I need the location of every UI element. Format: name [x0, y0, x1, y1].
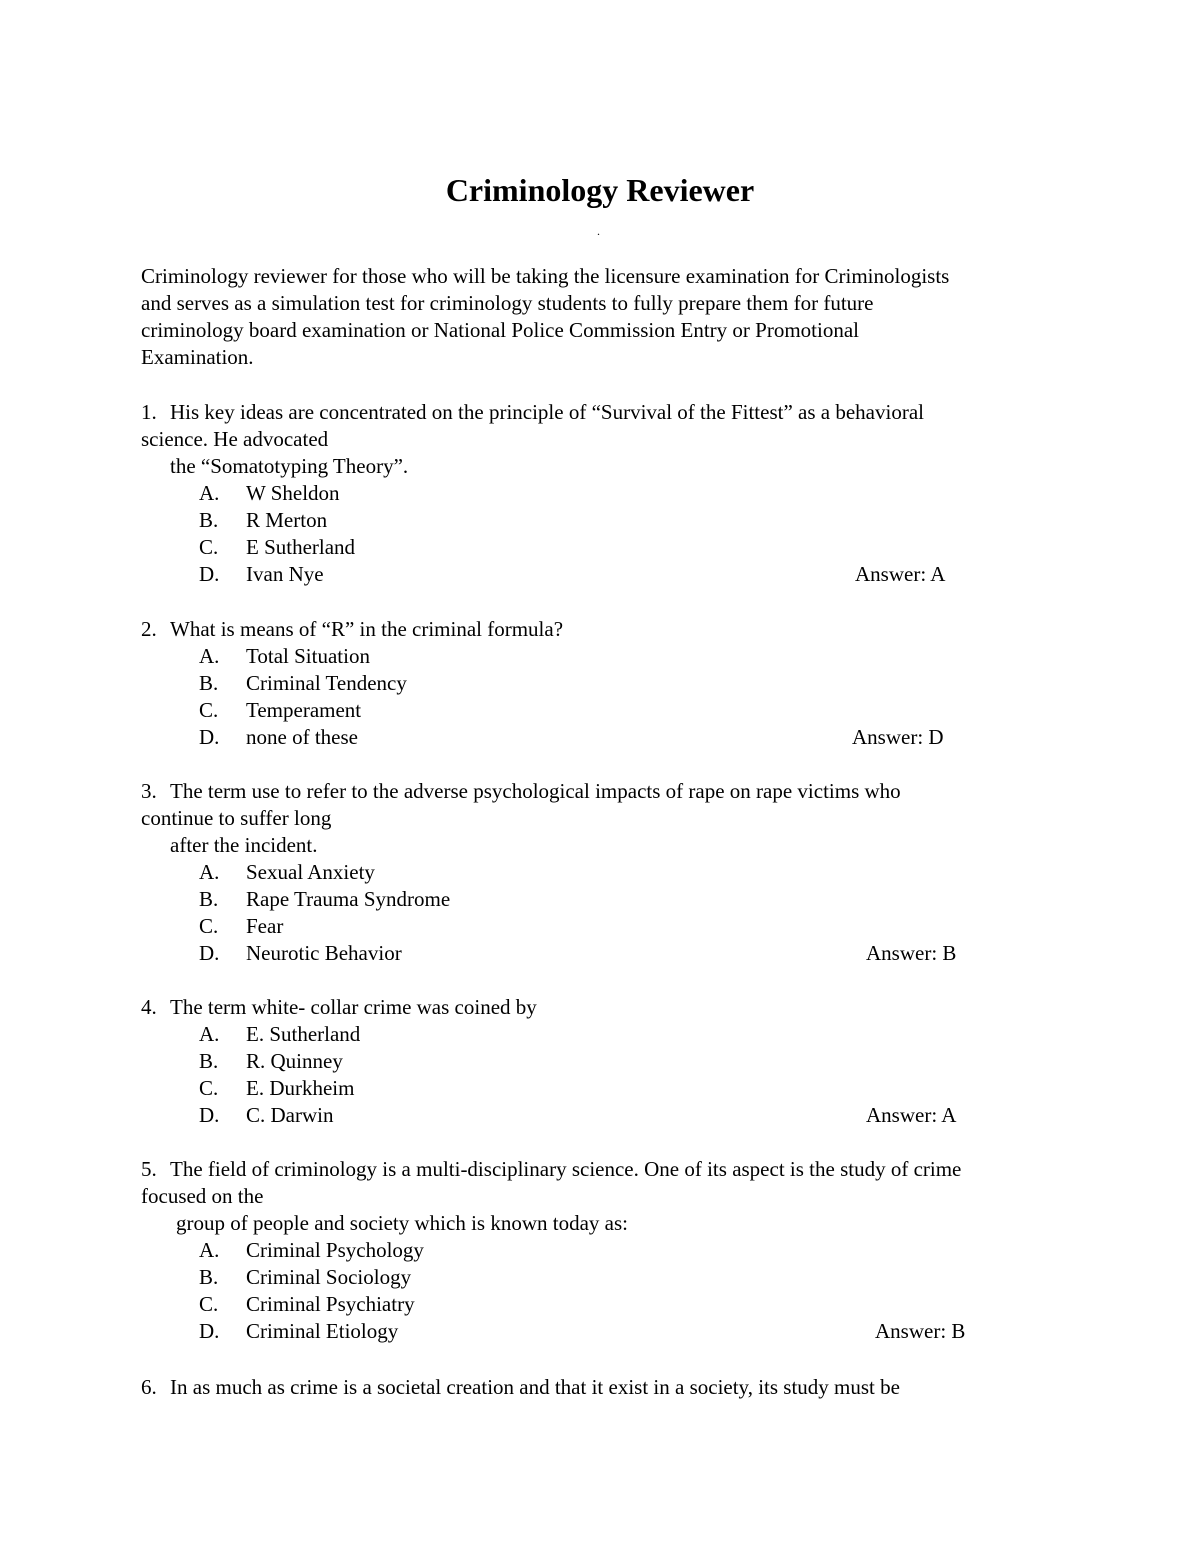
- option-text: Criminal Psychology: [246, 1238, 424, 1262]
- option-letter: C.: [199, 914, 219, 938]
- question-stem: [141, 399, 1071, 426]
- option-c: [141, 697, 1071, 724]
- option-b: [141, 1048, 1071, 1075]
- question-4: [141, 994, 1071, 1129]
- question-1: [141, 399, 1071, 588]
- answer-key: Answer: A: [866, 1103, 957, 1127]
- center-dot: .: [597, 224, 600, 238]
- intro-line: criminology board examination or National Police Commission Entry or Promotional: [141, 318, 859, 342]
- option-letter: C.: [199, 698, 219, 722]
- question-number: 6.: [141, 1375, 157, 1399]
- option-letter: A.: [199, 1238, 220, 1262]
- question-number: 5.: [141, 1157, 157, 1181]
- question-text-indented: after the incident.: [170, 833, 318, 857]
- answer-options: [141, 1021, 1071, 1129]
- question-text-indented: group of people and society which is known today as:: [176, 1211, 628, 1235]
- option-text: Fear: [246, 914, 284, 938]
- intro-line: Examination.: [141, 345, 254, 369]
- question-5: [141, 1156, 1071, 1345]
- option-letter: C.: [199, 535, 219, 559]
- option-a: [141, 859, 1071, 886]
- option-letter: D.: [199, 725, 220, 749]
- option-letter: B.: [199, 671, 219, 695]
- option-text: none of these: [246, 725, 358, 749]
- question-3: [141, 778, 1071, 967]
- option-letter: B.: [199, 508, 219, 532]
- question-number: 2.: [141, 617, 157, 641]
- option-letter: A.: [199, 644, 220, 668]
- question-6: [141, 1374, 1071, 1401]
- option-text: Criminal Tendency: [246, 671, 407, 695]
- question-text: His key ideas are concentrated on the principle of “Survival of the Fittest” as a behavioral: [170, 400, 924, 424]
- option-a: [141, 643, 1071, 670]
- question-stem: [141, 1374, 1071, 1401]
- option-d: [141, 940, 1071, 967]
- answer-options: [141, 1237, 1071, 1345]
- option-text: Criminal Sociology: [246, 1265, 412, 1289]
- option-b: [141, 507, 1071, 534]
- option-a: [141, 1021, 1071, 1048]
- option-letter: C.: [199, 1292, 219, 1316]
- option-text: E. Durkheim: [246, 1076, 355, 1100]
- option-letter: D.: [199, 941, 220, 965]
- question-text: What is means of “R” in the criminal formula?: [170, 617, 564, 641]
- question-text-continued: science. He advocated: [141, 427, 329, 451]
- option-a: [141, 480, 1071, 507]
- question-text: The field of criminology is a multi-disciplinary science. One of its aspect is the study of crime: [170, 1157, 962, 1181]
- option-letter: D.: [199, 1319, 220, 1343]
- option-b: [141, 670, 1071, 697]
- answer-key: Answer: B: [875, 1319, 966, 1343]
- option-text: C. Darwin: [246, 1103, 334, 1127]
- question-text: In as much as crime is a societal creation and that it exist in a society, its study must be: [170, 1375, 900, 1399]
- question-number: 4.: [141, 995, 157, 1019]
- intro-line: and serves as a simulation test for criminology students to fully prepare them for future: [141, 291, 874, 315]
- option-text: Criminal Etiology: [246, 1319, 399, 1343]
- option-text: R Merton: [246, 508, 328, 532]
- intro-line: Criminology reviewer for those who will be taking the licensure examination for Criminologists: [141, 264, 950, 288]
- question-2: [141, 616, 1071, 751]
- question-stem: [141, 994, 1071, 1021]
- question-stem: [141, 1156, 1071, 1183]
- option-d: [141, 561, 1071, 588]
- option-letter: A.: [199, 481, 220, 505]
- option-letter: C.: [199, 1076, 219, 1100]
- answer-options: [141, 859, 1071, 967]
- answer-key: Answer: B: [866, 941, 957, 965]
- option-letter: B.: [199, 887, 219, 911]
- question-text-continued: continue to suffer long: [141, 806, 332, 830]
- option-letter: D.: [199, 562, 220, 586]
- question-text: The term use to refer to the adverse psychological impacts of rape on rape victims who: [170, 779, 901, 803]
- option-letter: A.: [199, 860, 220, 884]
- answer-options: [141, 643, 1071, 751]
- question-number: 3.: [141, 779, 157, 803]
- option-letter: D.: [199, 1103, 220, 1127]
- option-text: Criminal Psychiatry: [246, 1292, 415, 1316]
- option-d: [141, 1318, 1071, 1345]
- option-letter: B.: [199, 1049, 219, 1073]
- option-c: [141, 534, 1071, 561]
- question-number: 1.: [141, 400, 157, 424]
- option-text: E. Sutherland: [246, 1022, 361, 1046]
- option-text: Rape Trauma Syndrome: [246, 887, 451, 911]
- option-text: Total Situation: [246, 644, 370, 668]
- option-text: E Sutherland: [246, 535, 356, 559]
- answer-options: [141, 480, 1071, 588]
- option-text: Sexual Anxiety: [246, 860, 375, 884]
- option-d: [141, 1102, 1071, 1129]
- document-title: Criminology Reviewer: [445, 172, 755, 208]
- question-stem: [141, 778, 1071, 805]
- question-text-continued: focused on the: [141, 1184, 264, 1208]
- option-letter: B.: [199, 1265, 219, 1289]
- option-text: Neurotic Behavior: [246, 941, 402, 965]
- option-c: [141, 1075, 1071, 1102]
- intro-paragraph: [141, 263, 1071, 371]
- answer-key: Answer: D: [852, 725, 944, 749]
- option-text: W Sheldon: [246, 481, 340, 505]
- option-a: [141, 1237, 1071, 1264]
- question-text: The term white- collar crime was coined by: [170, 995, 537, 1019]
- option-text: Temperament: [246, 698, 362, 722]
- option-c: [141, 1291, 1071, 1318]
- option-b: [141, 886, 1071, 913]
- option-text: R. Quinney: [246, 1049, 343, 1073]
- option-letter: A.: [199, 1022, 220, 1046]
- question-stem: [141, 616, 1071, 643]
- option-c: [141, 913, 1071, 940]
- answer-key: Answer: A: [855, 562, 946, 586]
- question-text-indented: the “Somatotyping Theory”.: [170, 454, 409, 478]
- option-text: Ivan Nye: [246, 562, 324, 586]
- option-d: [141, 724, 1071, 751]
- option-b: [141, 1264, 1071, 1291]
